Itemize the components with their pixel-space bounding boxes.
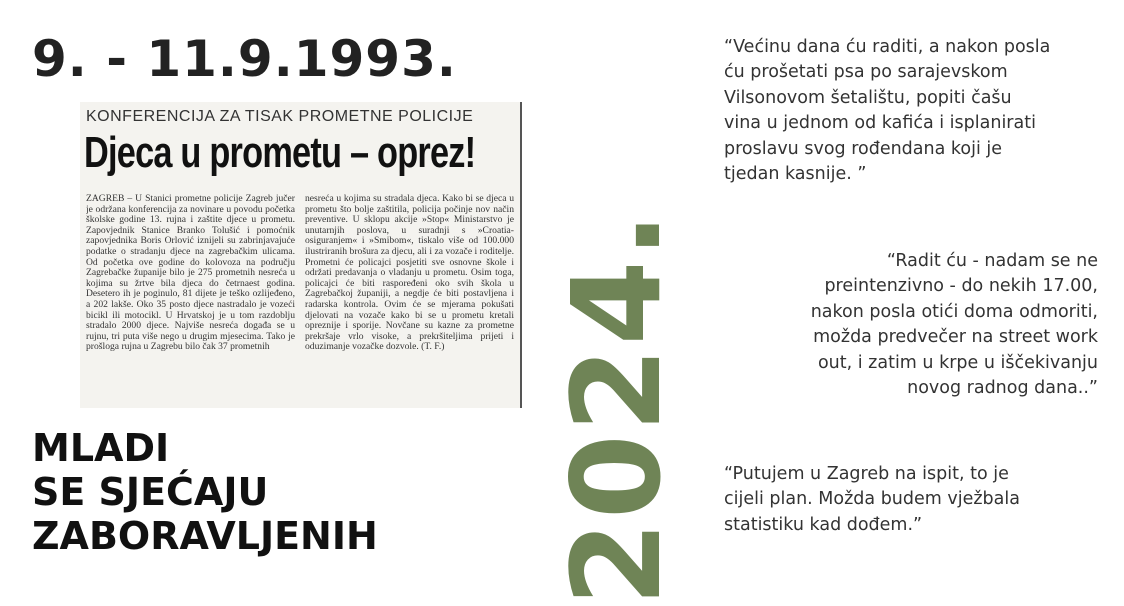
clipping-columns (86, 194, 514, 404)
clipping-column-right: nesreća u kojima su stradala djeca. Kako bi se djeca u prometu što bolje zaštitila, policija počinje nov način preventive. U sklopu akcije »Stop« Ministarstvo je unutarnjih poslova, u suradnji s »Croatia-osiguranjem« i »Smibom«, tiskalo više od 100.000 ilustriranih brošura za djecu, ali i za vozače i roditelje. Prometni će policajci posjetiti sve osnovne škole i održati predavanja o vladanju u prometu. Osim toga, policajci će biti raspoređeni oko svih škola u Zagrebačkoj županiji, a negdje će biti postavljena i radarska kontrola. Ovim će se mjerama pokušati djelovati na vozače kako bi se u prometu kretali opreznije i sporije. Novčane su kazne za prometne prekršaje vrlo visoke, a prekršiteljima prijeti i oduzimanje vozačke dozvole. (T. F.) (305, 194, 514, 353)
newspaper-clipping (80, 102, 522, 408)
quote-3: “Putujem u Zagreb na ispit, to je cijeli plan. Možda budem vježbala statistiku kad dođem.” (724, 464, 1020, 535)
headline-line-1: MLADI (32, 426, 170, 470)
clipping-column-left: ZAGREB – U Stanici prometne policije Zagreb jučer je održana konferencija za novinare u povodu početka školske godine 13. rujna i zaštite djece u prometu. Zapovjednik Stanice Branko Tolušić i pomoćnik zapovjednika Boris Orlović iznijeli su zabrinjavajuće podatke o stradanju djece na zagrebačkim ulicama. Od početka ove godine do kolovoza na području Zagrebačke županije bilo je 275 prometnih nesreća u kojima su žrtve bila djeca do četrnaest godina. Desetero ih je poginulo, 81 dijete je teško ozlijeđeno, a 202 lakše. Oko 35 posto djece nastradalo je vozeći bicikl ili motocikl. U Hrvatskoj je u tom razdoblju stradalo 2000 djece. Najviše nesreća događa se u rujnu, tri puta više nego u drugim mjesecima. Tako je prošloga rujna u Zagrebu bilo čak 37 prometnih (86, 194, 295, 353)
clipping-headline: Djeca u prometu – oprez! (84, 128, 476, 177)
date-title: 9. - 11.9.1993. (32, 30, 457, 88)
headline-mladi (32, 426, 378, 558)
headline-line-3: ZABORAVLJENIH (32, 514, 378, 558)
quote-1: “Većinu dana ću raditi, a nakon posla ću prošetati psa po sarajevskom Vilsonovom šetalištu, popiti čašu vina u jednom od kafića i isplanirati proslavu svog rođendana koji je tjedan kasnije. ” (724, 37, 1051, 185)
clipping-kicker: KONFERENCIJA ZA TISAK PROMETNE POLICIJE (86, 108, 474, 125)
headline-line-2: SE SJEĆAJU (32, 470, 269, 514)
quote-2: “Radit ću - nadam se ne preintenzivno - do nekih 17.00, nakon posla otići doma odmoriti, možda predvečer na street work out, i zatim u krpe u iščekivanju novog radnog dana..” (810, 251, 1098, 399)
year-vertical: 2024. (546, 210, 688, 606)
